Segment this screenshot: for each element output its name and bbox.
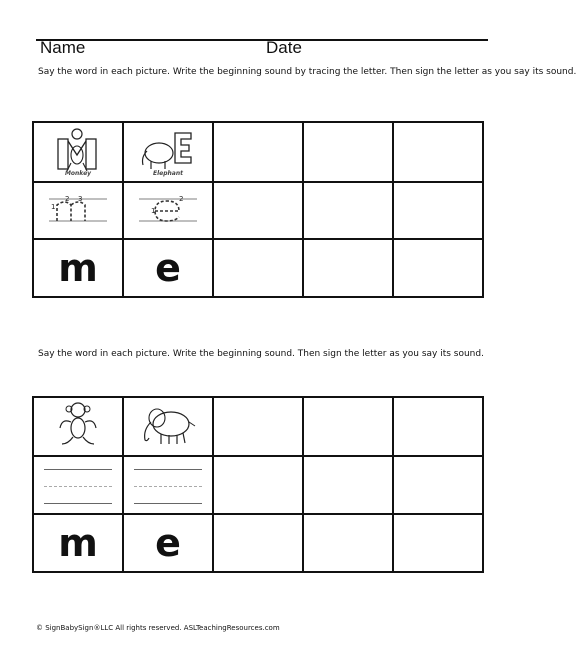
letter-m: m xyxy=(58,246,98,290)
blank-cell[interactable] xyxy=(393,122,483,182)
letter-e: e xyxy=(155,521,181,565)
blank-cell[interactable] xyxy=(303,456,393,514)
letter-cell xyxy=(33,514,123,572)
section2-instructions: Say the word in each picture. Write the beginning sound. Then sign the letter as you say its sound. xyxy=(38,349,484,359)
letter-e: e xyxy=(155,246,181,290)
blank-cell[interactable] xyxy=(393,239,483,297)
letter-cell xyxy=(33,239,123,297)
elephant-icon xyxy=(135,400,201,450)
svg-text:1: 1 xyxy=(151,206,156,215)
svg-text:2: 2 xyxy=(179,194,184,203)
name-label: Name xyxy=(40,38,86,57)
elephant-sign-e-icon xyxy=(135,125,201,175)
blank-cell[interactable] xyxy=(393,397,483,456)
section1-instructions: Say the word in each picture. Write the beginning sound by tracing the letter. Then sign the letter as you say its sound. xyxy=(38,67,576,77)
blank-cell[interactable] xyxy=(213,456,303,514)
writing-mid-line xyxy=(44,486,112,487)
letter-m: m xyxy=(58,521,98,565)
section2-grid xyxy=(32,396,484,573)
copyright-footer: © SignBabySign®LLC All rights reserved. ASLTeachingResources.com xyxy=(36,624,280,632)
writing-mid-line xyxy=(134,486,202,487)
picture-cell xyxy=(33,122,123,182)
blank-cell[interactable] xyxy=(303,182,393,239)
monkey-sign-m-icon xyxy=(48,125,108,175)
writing-base-line xyxy=(44,503,112,504)
monkey-icon xyxy=(48,400,108,450)
blank-cell[interactable] xyxy=(213,397,303,456)
writing-cell[interactable] xyxy=(123,456,213,514)
picture-caption: Elephant xyxy=(153,170,183,177)
blank-cell[interactable] xyxy=(213,182,303,239)
blank-cell[interactable] xyxy=(213,514,303,572)
blank-cell[interactable] xyxy=(303,397,393,456)
name-date-line xyxy=(36,39,488,41)
trace-m-icon xyxy=(43,191,113,227)
writing-top-line xyxy=(134,469,202,470)
blank-cell[interactable] xyxy=(393,514,483,572)
picture-cell xyxy=(123,122,213,182)
blank-cell[interactable] xyxy=(303,122,393,182)
writing-cell[interactable] xyxy=(33,456,123,514)
blank-cell[interactable] xyxy=(213,239,303,297)
writing-base-line xyxy=(134,503,202,504)
picture-caption: Monkey xyxy=(64,170,92,177)
blank-cell[interactable] xyxy=(303,514,393,572)
picture-cell xyxy=(123,397,213,456)
svg-text:1: 1 xyxy=(51,202,56,211)
svg-text:3: 3 xyxy=(78,194,83,203)
letter-cell xyxy=(123,239,213,297)
date-label: Date xyxy=(266,38,302,57)
section1-grid xyxy=(32,121,484,298)
trace-cell[interactable] xyxy=(123,182,213,239)
blank-cell[interactable] xyxy=(393,456,483,514)
svg-text:2: 2 xyxy=(65,194,70,203)
letter-cell xyxy=(123,514,213,572)
blank-cell[interactable] xyxy=(303,239,393,297)
blank-cell[interactable] xyxy=(213,122,303,182)
picture-cell xyxy=(33,397,123,456)
trace-cell[interactable] xyxy=(33,182,123,239)
writing-top-line xyxy=(44,469,112,470)
trace-e-icon xyxy=(133,191,203,227)
blank-cell[interactable] xyxy=(393,182,483,239)
